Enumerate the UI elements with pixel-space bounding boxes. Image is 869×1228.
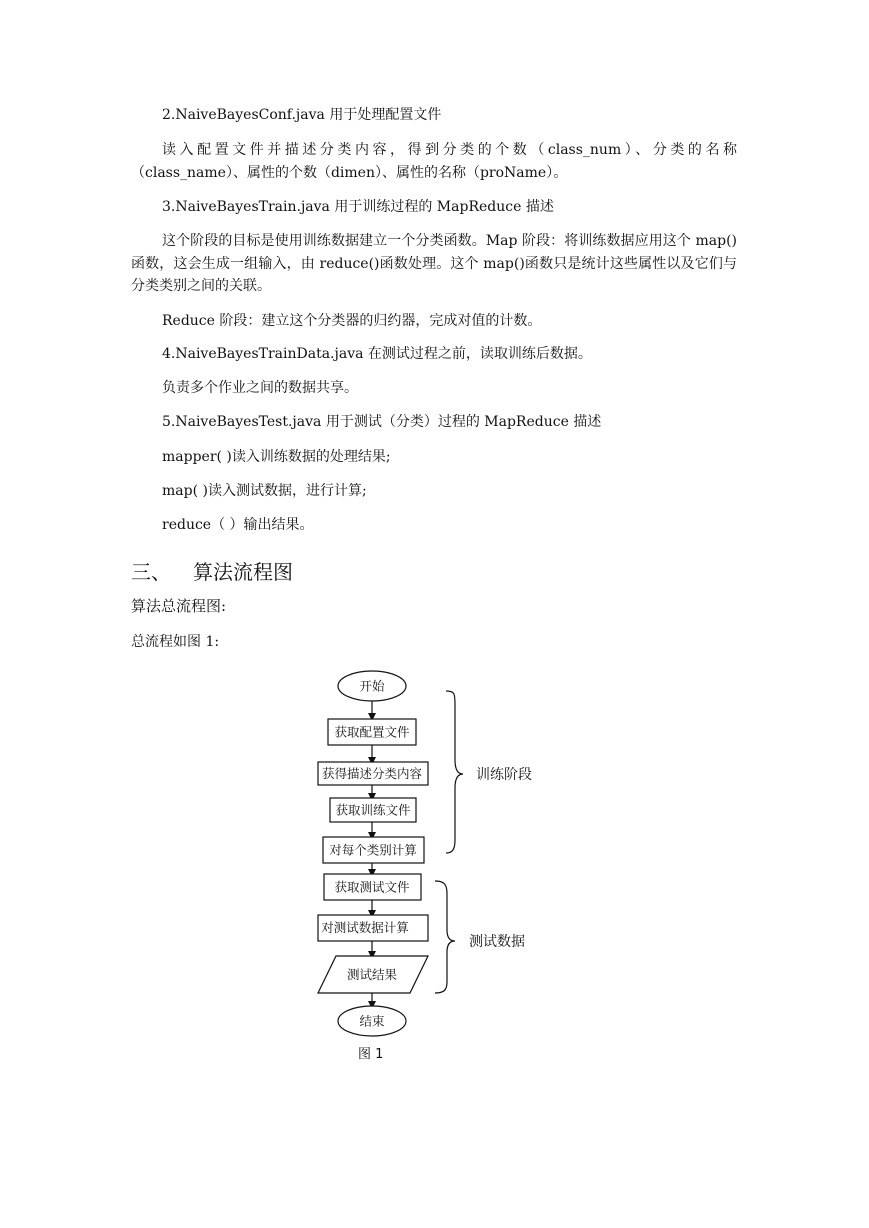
paragraph-reduce: reduce（ ）输出结果。 [162, 517, 314, 533]
flow-step4-box [323, 837, 424, 863]
paragraph-naivebayestraindata: 4.NaiveBayesTrainData.java 在测试过程之前，读取训练后数据。 [162, 346, 592, 362]
flow-step2-label: 获得描述分类内容 [321, 766, 423, 781]
flow-result-label: 测试结果 [346, 967, 398, 982]
flow-step1-label: 获取配置文件 [334, 724, 410, 740]
flow-result-parallelogram [318, 956, 428, 993]
flow-step6-box [318, 915, 428, 941]
paragraph-reduce-stage: Reduce 阶段：建立这个分类器的归约器，完成对值的计数。 [162, 313, 542, 329]
paragraph-data-sharing: 负责多个作业之间的数据共享。 [162, 380, 358, 396]
flow-step2-box [318, 762, 428, 785]
flow-step3-box [330, 798, 416, 822]
flow-step4-label: 对每个类别计算 [329, 842, 417, 858]
figure-caption: 图 1 [358, 1047, 384, 1062]
flow-start-label: 开始 [359, 678, 385, 694]
paragraph-config-description: 读入配置文件并描述分类内容，得到分类的个数（class_num）、分类的名称（class_name）、属性的个数（dimen）、属性的名称（proName）。 [131, 142, 737, 181]
brace-test-data [435, 881, 455, 993]
brace-training-stage [446, 691, 463, 853]
flow-end-node [338, 1006, 406, 1036]
subheading-overall-flowchart: 算法总流程图: [131, 597, 227, 615]
section-number: 三、 [131, 560, 171, 584]
paragraph-map: map( )读入测试数据，进行计算; [162, 483, 367, 499]
flow-step6-label: 对测试数据计算 [321, 920, 409, 935]
intro-figure-reference: 总流程如图 1: [131, 634, 220, 650]
flow-step3-label: 获取训练文件 [335, 802, 411, 818]
paragraph-naivebayesconf: 2.NaiveBayesConf.java 用于处理配置文件 [162, 107, 442, 123]
flow-end-label: 结束 [359, 1013, 385, 1029]
flow-step5-label: 获取测试文件 [334, 879, 410, 895]
paragraph-naivebayestest: 5.NaiveBayesTest.java 用于测试（分类）过程的 MapReduce 描述 [162, 414, 602, 430]
brace-test-label: 测试数据 [469, 934, 525, 950]
flow-step1-box [328, 719, 416, 745]
paragraph-mapper: mapper( )读入训练数据的处理结果; [162, 449, 391, 465]
flow-start-node [338, 671, 406, 701]
brace-training-label: 训练阶段 [476, 767, 532, 783]
paragraph-train-description: 这个阶段的目标是使用训练数据建立一个分类函数。Map 阶段：将训练数据应用这个 map()函数，这会生成一组输入，由 reduce()函数处理。这个 map()函数只是统计这些属性以及它们与分类类别之间的关联。 [131, 233, 737, 294]
paragraph-naivebayestrain: 3.NaiveBayesTrain.java 用于训练过程的 MapReduce 描述 [162, 199, 554, 215]
flow-step5-box [324, 874, 421, 900]
section-title: 算法流程图 [193, 560, 293, 584]
